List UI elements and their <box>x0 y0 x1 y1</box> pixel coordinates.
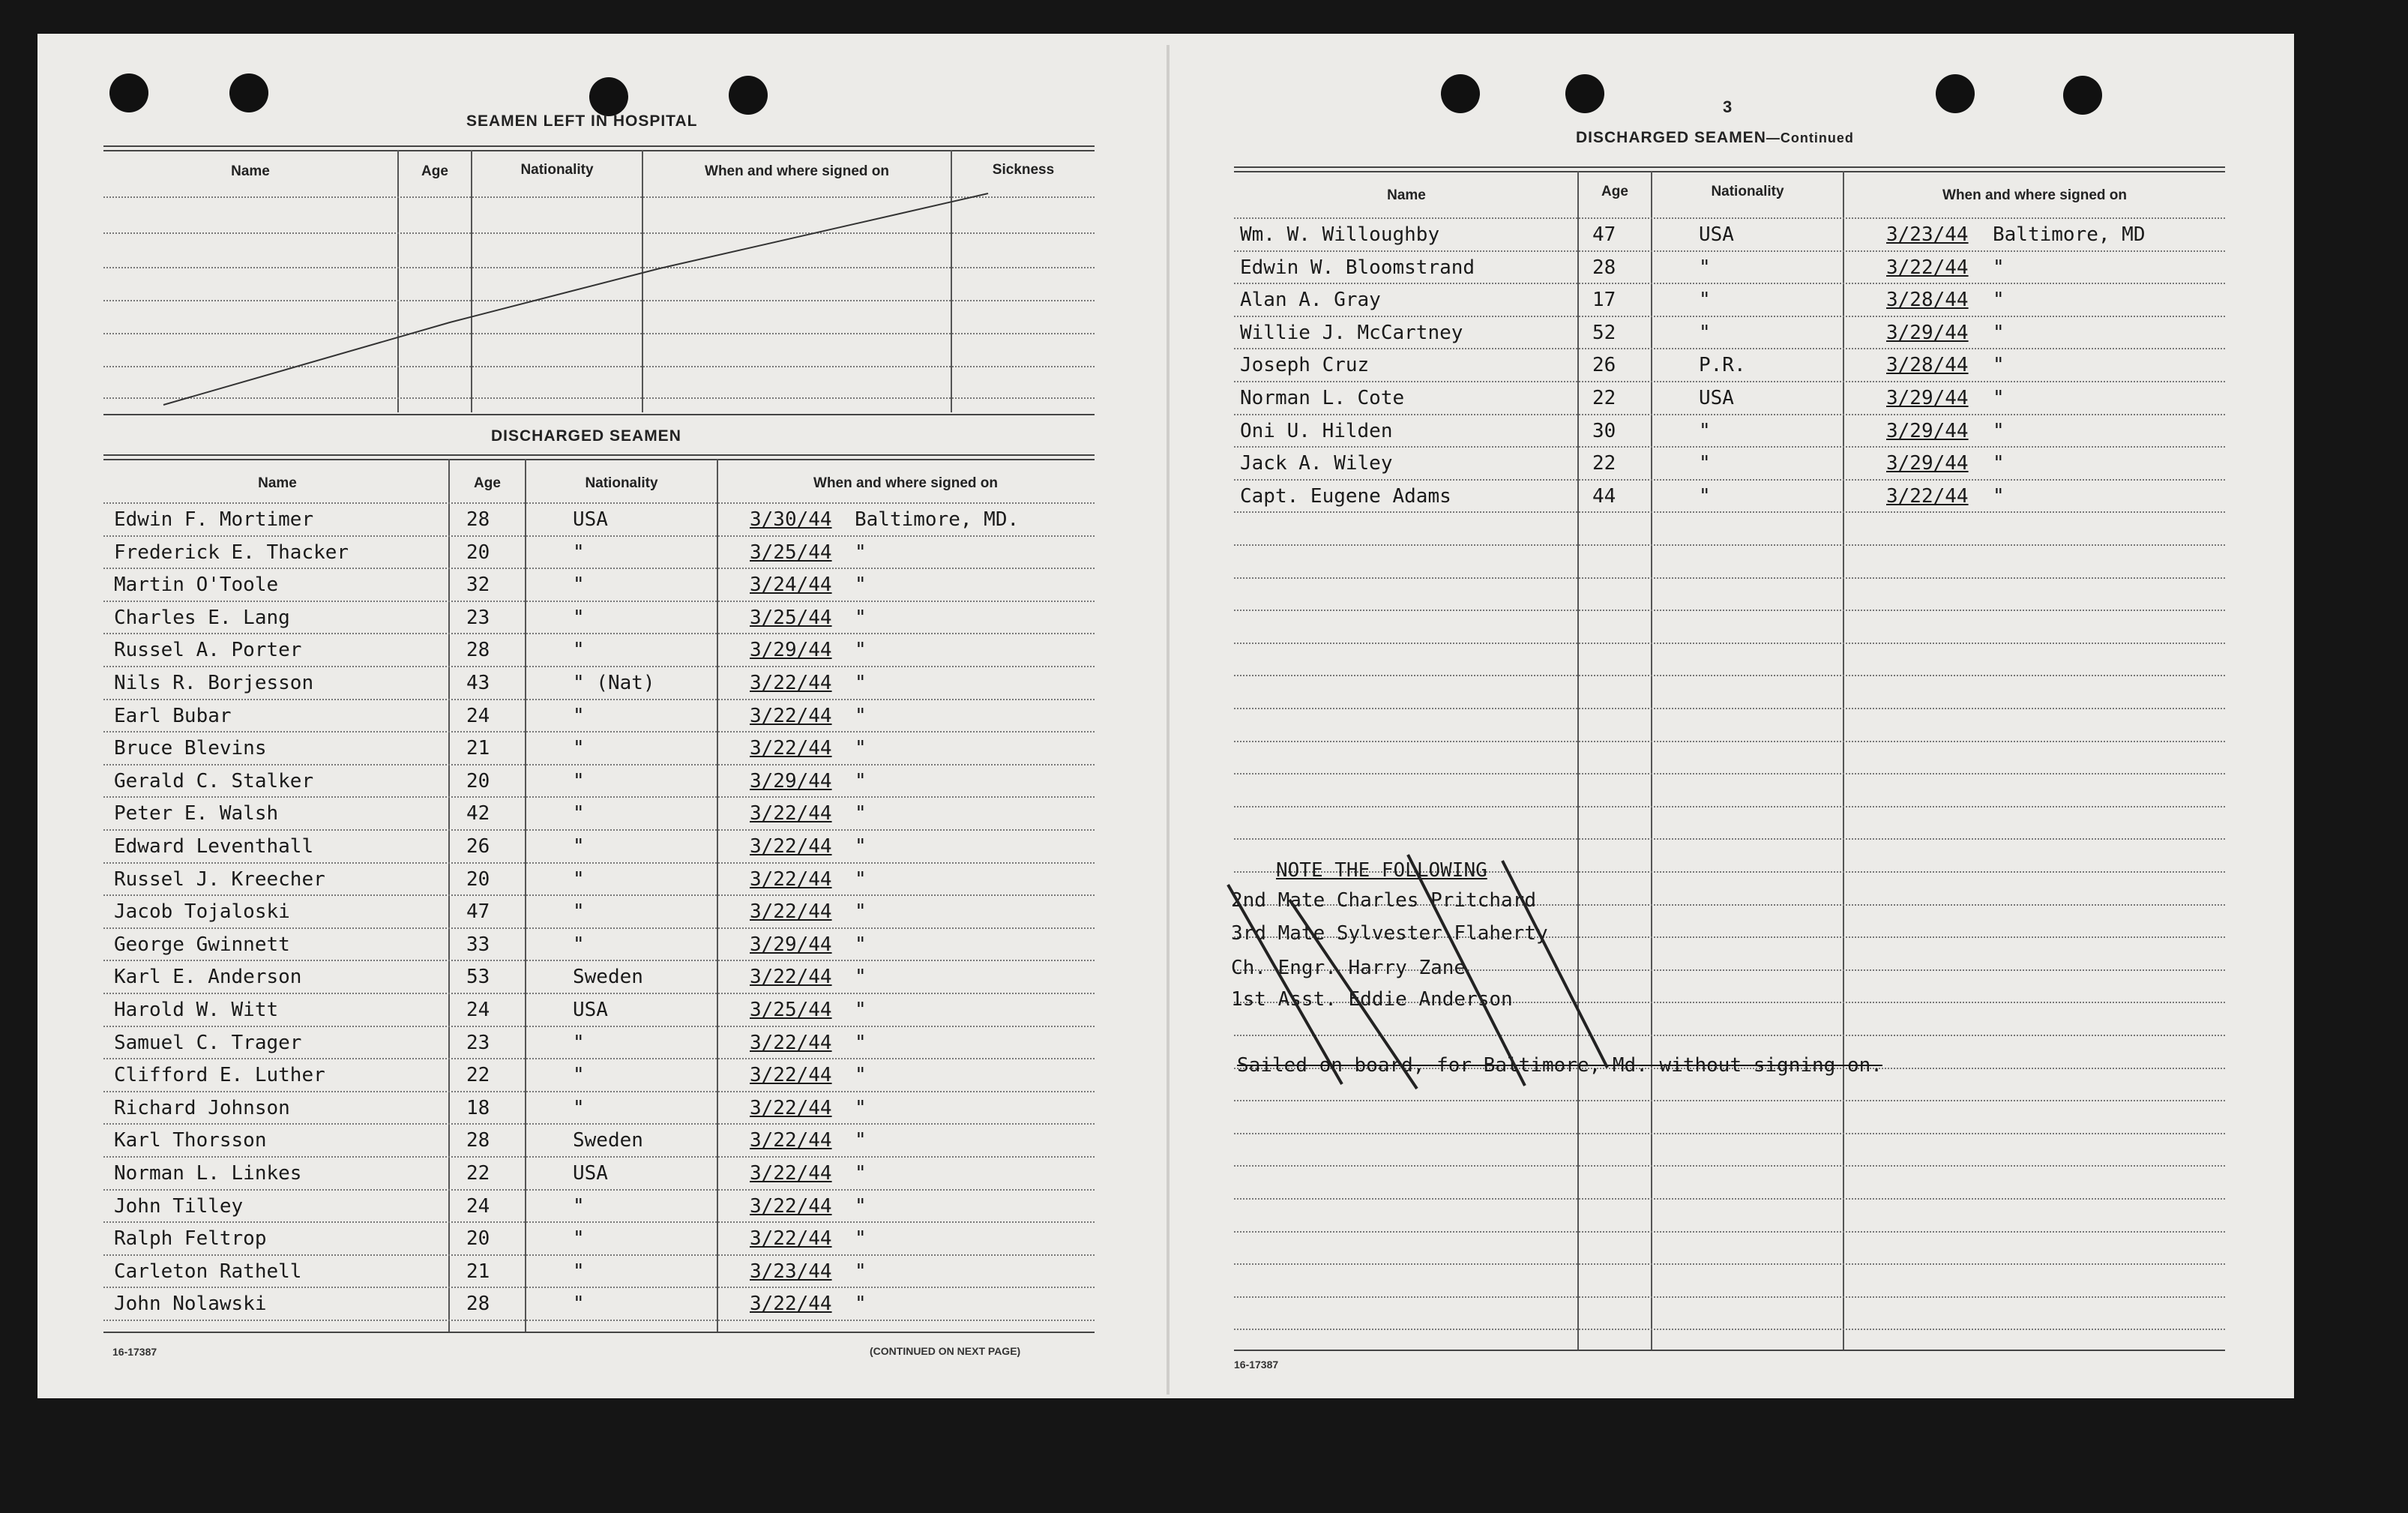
signed-on-place: " <box>1993 289 2005 312</box>
signed-on-place: " <box>855 1031 867 1054</box>
seaman-name: Martin O'Toole <box>114 574 279 597</box>
note-heading: NOTE THE FOLLOWING <box>1276 859 1487 882</box>
seaman-age: 26 <box>466 835 490 858</box>
signed-on-date: 3/29/44 <box>1886 452 1969 475</box>
signed-on-place: " <box>855 999 867 1021</box>
signed-on-place: " <box>855 900 867 924</box>
signed-on-date: 3/22/44 <box>750 704 832 727</box>
seaman-age: 53 <box>466 966 490 989</box>
seaman-age: 20 <box>466 1227 490 1251</box>
signed-on-date: 3/22/44 <box>750 1293 832 1316</box>
seaman-age: 28 <box>466 1129 490 1152</box>
seaman-nationality: " <box>573 1064 585 1087</box>
seaman-name: Frederick E. Thacker <box>114 541 349 564</box>
seaman-nationality: " <box>573 1260 585 1283</box>
signed-on-place: " <box>1993 321 2005 344</box>
seaman-nationality: " <box>573 1031 585 1054</box>
signed-on-place: " <box>855 639 867 662</box>
signed-on-date: 3/24/44 <box>750 574 832 597</box>
seaman-name: Alan A. Gray <box>1240 289 1381 312</box>
seaman-nationality: " (Nat) <box>573 672 655 694</box>
col-header-signed-on: When and where signed on <box>705 163 889 179</box>
seaman-age: 18 <box>466 1096 490 1119</box>
signed-on-place: " <box>855 769 867 792</box>
seaman-name: Russel J. Kreecher <box>114 867 325 891</box>
signed-on-place: Baltimore, MD <box>1993 223 2146 246</box>
seaman-nationality: " <box>573 802 585 825</box>
seaman-name: Charles E. Lang <box>114 606 290 629</box>
seaman-name: Edward Leventhall <box>114 835 314 858</box>
signed-on-date: 3/22/44 <box>750 1064 832 1087</box>
note-line: 2nd Mate Charles Pritchard <box>1231 889 1536 912</box>
seaman-name: George Gwinnett <box>114 933 290 956</box>
seaman-name: Edwin W. Bloomstrand <box>1240 256 1475 279</box>
seaman-name: John Nolawski <box>114 1293 267 1316</box>
seaman-nationality: " <box>1699 321 1711 344</box>
signed-on-date: 3/29/44 <box>750 769 832 792</box>
seaman-nationality: " <box>573 541 585 564</box>
seaman-age: 23 <box>466 1031 490 1054</box>
seaman-name: Willie J. McCartney <box>1240 321 1463 344</box>
signed-on-place: " <box>855 966 867 989</box>
seaman-name: Oni U. Hilden <box>1240 419 1393 442</box>
signed-on-place: " <box>855 1227 867 1251</box>
col-header-name: Name <box>258 475 297 491</box>
col-header-nationality: Nationality <box>1711 184 1784 199</box>
seaman-name: Clifford E. Luther <box>114 1064 325 1087</box>
seaman-nationality: " <box>573 933 585 956</box>
seaman-name: Carleton Rathell <box>114 1260 302 1283</box>
seaman-age: 28 <box>466 639 490 662</box>
signed-on-date: 3/25/44 <box>750 606 832 629</box>
title-text: DISCHARGED SEAMEN <box>1576 129 1766 146</box>
seaman-name: Ralph Feltrop <box>114 1227 267 1251</box>
seaman-name: Norman L. Cote <box>1240 387 1405 409</box>
col-header-nationality: Nationality <box>520 162 594 178</box>
note-line: Ch. Engr. Harry Zane <box>1231 957 1466 979</box>
signed-on-date: 3/25/44 <box>750 999 832 1021</box>
seaman-nationality: Sweden <box>573 1129 643 1152</box>
signed-on-date: 3/22/44 <box>1886 484 1969 508</box>
signed-on-date: 3/22/44 <box>750 867 832 891</box>
seaman-nationality: USA <box>573 508 608 531</box>
signed-on-date: 3/28/44 <box>1886 354 1969 377</box>
signed-on-date: 3/28/44 <box>1886 289 1969 312</box>
signed-on-place: Baltimore, MD. <box>855 508 1020 531</box>
seaman-name: Joseph Cruz <box>1240 354 1370 377</box>
seaman-name: Jack A. Wiley <box>1240 452 1393 475</box>
seaman-nationality: " <box>1699 289 1711 312</box>
col-header-name: Name <box>1387 187 1426 203</box>
note-line: 3rd Mate Sylvester Flaherty <box>1231 922 1548 945</box>
note-footer: Sailed on board, for Baltimore, Md. without signing on. <box>1237 1054 1882 1077</box>
seaman-name: Edwin F. Mortimer <box>114 508 314 531</box>
signed-on-place: " <box>855 933 867 956</box>
col-header-age: Age <box>421 163 448 179</box>
signed-on-place: " <box>855 1260 867 1283</box>
signed-on-place: " <box>855 541 867 564</box>
col-header-age: Age <box>474 475 501 491</box>
seaman-age: 33 <box>466 933 490 956</box>
signed-on-date: 3/25/44 <box>750 541 832 564</box>
seaman-nationality: USA <box>573 1162 608 1185</box>
col-header-age: Age <box>1601 184 1628 199</box>
signed-on-date: 3/22/44 <box>750 900 832 924</box>
signed-on-place: " <box>1993 452 2005 475</box>
signed-on-place: " <box>1993 354 2005 377</box>
signed-on-date: 3/23/44 <box>1886 223 1969 246</box>
signed-on-place: " <box>855 606 867 629</box>
signed-on-place: " <box>855 574 867 597</box>
signed-on-date: 3/29/44 <box>1886 321 1969 344</box>
seaman-name: Norman L. Linkes <box>114 1162 302 1185</box>
seaman-age: 23 <box>466 606 490 629</box>
title-suffix: —Continued <box>1766 130 1854 145</box>
signed-on-date: 3/23/44 <box>750 1260 832 1283</box>
signed-on-date: 3/22/44 <box>750 1096 832 1119</box>
signed-on-date: 3/22/44 <box>1886 256 1969 279</box>
signed-on-place: " <box>855 1129 867 1152</box>
seaman-nationality: " <box>573 867 585 891</box>
seaman-name: Richard Johnson <box>114 1096 290 1119</box>
signed-on-place: " <box>1993 419 2005 442</box>
seaman-age: 17 <box>1592 289 1616 312</box>
signed-on-date: 3/22/44 <box>750 1129 832 1152</box>
signed-on-date: 3/22/44 <box>750 835 832 858</box>
seaman-age: 47 <box>1592 223 1616 246</box>
signed-on-place: " <box>855 802 867 825</box>
seaman-name: Capt. Eugene Adams <box>1240 484 1451 508</box>
col-header-signed-on: When and where signed on <box>1942 187 2127 203</box>
signed-on-place: " <box>855 737 867 760</box>
seaman-age: 28 <box>1592 256 1616 279</box>
seaman-age: 24 <box>466 1194 490 1218</box>
seaman-age: 52 <box>1592 321 1616 344</box>
signed-on-place: " <box>855 1293 867 1316</box>
seaman-nationality: " <box>573 769 585 792</box>
signed-on-date: 3/29/44 <box>1886 419 1969 442</box>
signed-on-place: " <box>855 835 867 858</box>
signed-on-date: 3/22/44 <box>750 1194 832 1218</box>
seaman-age: 24 <box>466 704 490 727</box>
seaman-nationality: " <box>573 835 585 858</box>
seaman-age: 42 <box>466 802 490 825</box>
seaman-nationality: " <box>573 1096 585 1119</box>
note-line: 1st Asst. Eddie Anderson <box>1231 988 1513 1011</box>
form-number: 16-17387 <box>112 1346 157 1358</box>
seaman-age: 47 <box>466 900 490 924</box>
signed-on-date: 3/22/44 <box>750 672 832 694</box>
seaman-name: John Tilley <box>114 1194 244 1218</box>
signed-on-place: " <box>855 867 867 891</box>
seaman-age: 20 <box>466 867 490 891</box>
seaman-nationality: P.R. <box>1699 354 1746 377</box>
seaman-nationality: " <box>573 1227 585 1251</box>
seaman-age: 21 <box>466 737 490 760</box>
seaman-nationality: USA <box>573 999 608 1021</box>
seaman-age: 26 <box>1592 354 1616 377</box>
seaman-name: Bruce Blevins <box>114 737 267 760</box>
signed-on-date: 3/22/44 <box>750 966 832 989</box>
seaman-name: Nils R. Borjesson <box>114 672 314 694</box>
seaman-name: Jacob Tojaloski <box>114 900 290 924</box>
seaman-nationality: USA <box>1699 223 1734 246</box>
seaman-nationality: " <box>573 1194 585 1218</box>
seaman-nationality: " <box>573 606 585 629</box>
seaman-nationality: " <box>1699 484 1711 508</box>
seaman-name: Karl E. Anderson <box>114 966 302 989</box>
signed-on-date: 3/22/44 <box>750 1162 832 1185</box>
seaman-nationality: " <box>573 737 585 760</box>
seaman-name: Wm. W. Willoughby <box>1240 223 1440 246</box>
col-header-name: Name <box>231 163 270 179</box>
signed-on-date: 3/29/44 <box>750 933 832 956</box>
signed-on-date: 3/30/44 <box>750 508 832 531</box>
seaman-name: Peter E. Walsh <box>114 802 279 825</box>
seaman-nationality: " <box>1699 419 1711 442</box>
signed-on-place: " <box>855 1194 867 1218</box>
seaman-age: 20 <box>466 769 490 792</box>
signed-on-date: 3/22/44 <box>750 802 832 825</box>
seaman-name: Samuel C. Trager <box>114 1031 302 1054</box>
seaman-nationality: " <box>573 900 585 924</box>
seaman-name: Gerald C. Stalker <box>114 769 314 792</box>
seaman-nationality: " <box>1699 452 1711 475</box>
seaman-age: 20 <box>466 541 490 564</box>
signed-on-date: 3/22/44 <box>750 737 832 760</box>
seaman-name: Harold W. Witt <box>114 999 279 1021</box>
signed-on-date: 3/29/44 <box>1886 387 1969 409</box>
signed-on-place: " <box>855 1162 867 1185</box>
col-header-sickness: Sickness <box>992 162 1055 178</box>
seaman-age: 22 <box>1592 452 1616 475</box>
signed-on-date: 3/29/44 <box>750 639 832 662</box>
signed-on-place: " <box>855 704 867 727</box>
seaman-name: Earl Bubar <box>114 704 232 727</box>
seaman-age: 22 <box>466 1162 490 1185</box>
seaman-age: 22 <box>1592 387 1616 409</box>
signed-on-place: " <box>855 1064 867 1087</box>
seaman-nationality: " <box>1699 256 1711 279</box>
seaman-age: 30 <box>1592 419 1616 442</box>
signed-on-place: " <box>855 1096 867 1119</box>
page-number: 3 <box>1723 97 1733 116</box>
continued-note: (CONTINUED ON NEXT PAGE) <box>870 1345 1021 1357</box>
seaman-age: 44 <box>1592 484 1616 508</box>
seaman-nationality: " <box>573 1293 585 1316</box>
signed-on-place: " <box>1993 484 2005 508</box>
signed-on-place: " <box>1993 387 2005 409</box>
seaman-age: 32 <box>466 574 490 597</box>
seaman-name: Russel A. Porter <box>114 639 302 662</box>
signed-on-place: " <box>855 672 867 694</box>
seaman-age: 21 <box>466 1260 490 1283</box>
seaman-age: 24 <box>466 999 490 1021</box>
seaman-name: Karl Thorsson <box>114 1129 267 1152</box>
form-number: 16-17387 <box>1234 1359 1279 1371</box>
signed-on-date: 3/22/44 <box>750 1031 832 1054</box>
seaman-nationality: " <box>573 704 585 727</box>
seaman-nationality: USA <box>1699 387 1734 409</box>
seaman-nationality: Sweden <box>573 966 643 989</box>
signed-on-date: 3/22/44 <box>750 1227 832 1251</box>
seaman-nationality: " <box>573 574 585 597</box>
seaman-age: 28 <box>466 1293 490 1316</box>
seaman-age: 43 <box>466 672 490 694</box>
signed-on-place: " <box>1993 256 2005 279</box>
col-header-nationality: Nationality <box>585 475 658 491</box>
seaman-age: 22 <box>466 1064 490 1087</box>
seaman-age: 28 <box>466 508 490 531</box>
hospital-title: SEAMEN LEFT IN HOSPITAL <box>466 112 698 130</box>
seaman-nationality: " <box>573 639 585 662</box>
discharged-title: DISCHARGED SEAMEN <box>491 427 681 445</box>
col-header-signed-on: When and where signed on <box>813 475 998 491</box>
